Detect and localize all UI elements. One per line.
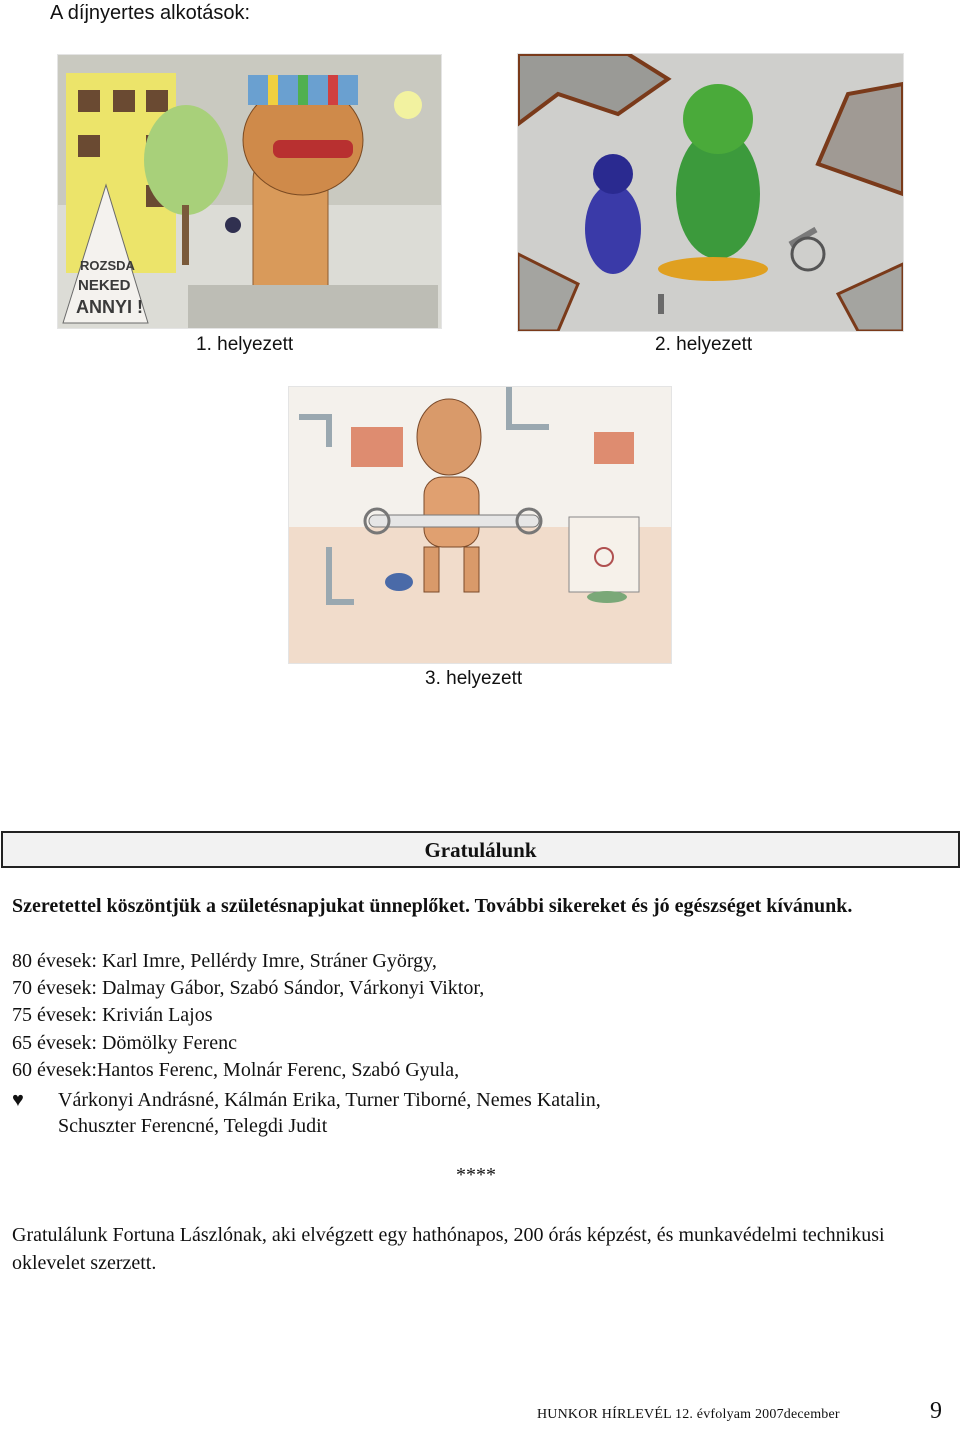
sign-line: ROZSDA — [80, 258, 135, 273]
closing-paragraph: Gratulálunk Fortuna Lászlónak, aki elvégzett egy hathónapos, 200 órás képzést, és munkavédelmi technikusi oklevelet szerzett. — [12, 1224, 885, 1274]
sign-line: NEKED — [78, 277, 131, 294]
caption-second-place: 2. helyezett — [655, 334, 753, 355]
section-heading: A díjnyertes alkotások: — [50, 2, 251, 24]
birthday-line: 60 évesek:Hantos Ferenc, Molnár Ferenc, Szabó Gyula, — [12, 1059, 460, 1081]
artwork-first-place — [57, 54, 442, 329]
birthday-bullet-line: Schuszter Ferencné, Telegdi Judit — [58, 1115, 328, 1137]
artwork-second-place — [517, 53, 904, 332]
congrats-intro: Szeretettel köszöntjük a születésnapjukat ünneplőket. További sikereket és jó egészséget kívánunk. — [12, 895, 853, 917]
birthday-line: 75 évesek: Krivián Lajos — [12, 1004, 213, 1026]
birthday-line: 70 évesek: Dalmay Gábor, Szabó Sándor, Várkonyi Viktor, — [12, 977, 485, 999]
caption-third-place: 3. helyezett — [425, 668, 523, 689]
artwork-third-place — [288, 386, 672, 664]
birthday-bullet-line: Várkonyi Andrásné, Kálmán Erika, Turner Tiborné, Nemes Katalin, — [58, 1089, 601, 1111]
birthday-line: 80 évesek: Karl Imre, Pellérdy Imre, Stráner György, — [12, 950, 437, 972]
caption-first-place: 1. helyezett — [196, 334, 294, 355]
footer-text: HUNKOR HÍRLEVÉL 12. évfolyam 2007december — [537, 1407, 840, 1422]
congrats-title-box: Gratulálunk — [1, 831, 960, 868]
page-number: 9 — [930, 1398, 942, 1424]
heart-icon: ♥ — [12, 1089, 24, 1111]
section-separator: **** — [456, 1164, 496, 1186]
sign-line: ANNYI ! — [76, 297, 143, 317]
birthday-line: 65 évesek: Dömölky Ferenc — [12, 1032, 237, 1054]
